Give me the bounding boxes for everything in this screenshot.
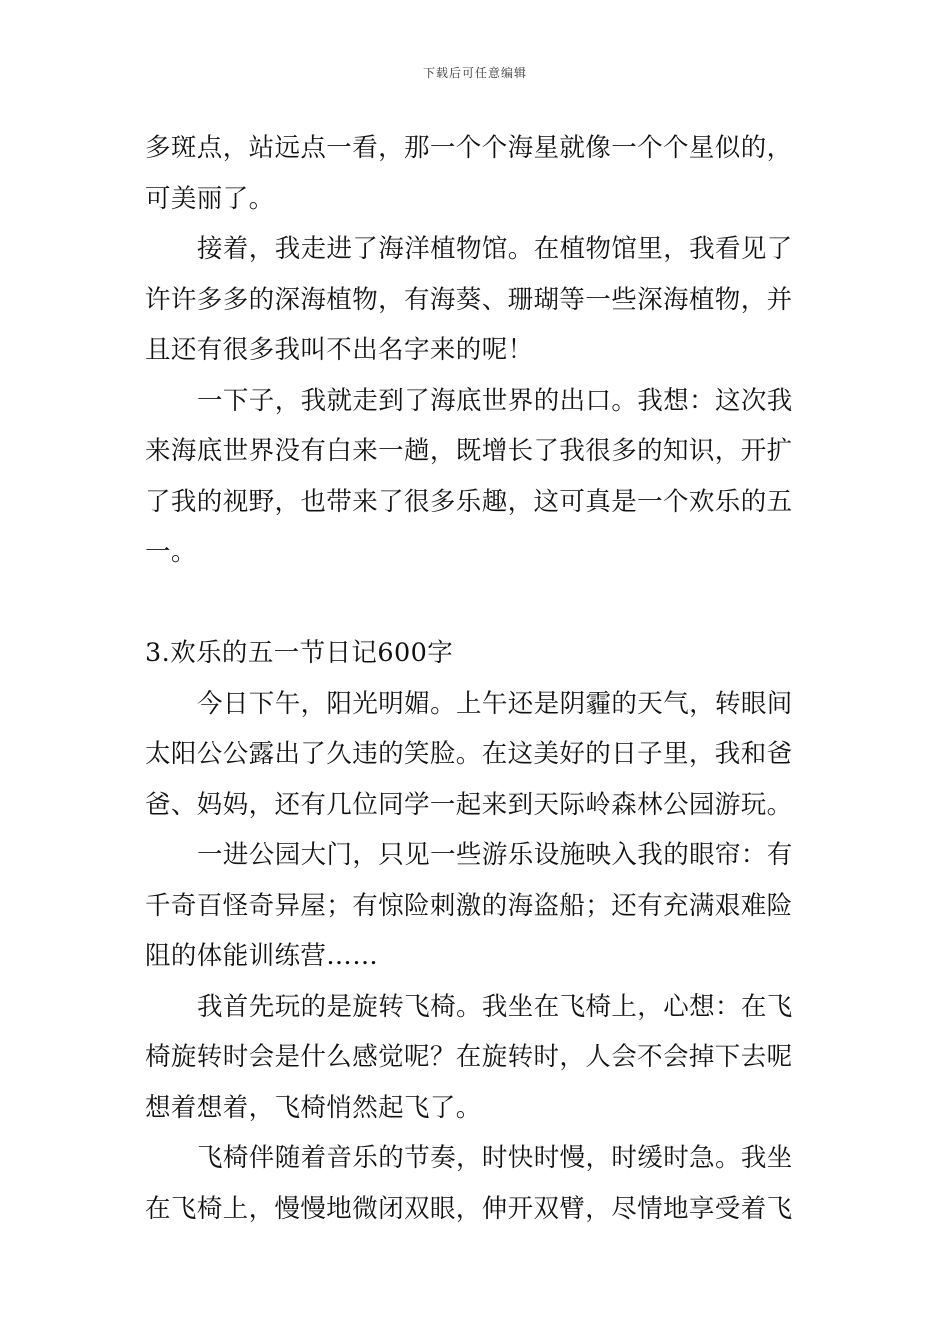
paragraph-line: 飞椅伴随着音乐的节奏，时快时慢，时缓时急。我坐 xyxy=(197,1143,793,1173)
paragraph-line: 椅旋转时会是什么感觉呢？在旋转时，人会不会掉下去呢 xyxy=(145,1042,793,1072)
header-note: 下载后可任意编辑 xyxy=(422,66,527,80)
paragraph-line: 一。 xyxy=(145,537,197,567)
section-title: 3.欢乐的五一节日记600字 xyxy=(145,638,454,668)
paragraph-line: 太阳公公露出了久违的笑脸。在这美好的日子里，我和爸 xyxy=(145,739,793,769)
paragraph-line: 来海底世界没有白来一趟，既增长了我很多的知识，开扩 xyxy=(145,436,793,466)
paragraph-line: 一进公园大门，只见一些游乐设施映入我的眼帘：有 xyxy=(197,840,793,870)
paragraph-line: 了我的视野，也带来了很多乐趣，这可真是一个欢乐的五 xyxy=(145,486,793,517)
document-body xyxy=(145,123,805,1234)
paragraph-line: 且还有很多我叫不出名字来的呢！ xyxy=(145,335,534,365)
paragraph-line: 在飞椅上，慢慢地微闭双眼，伸开双臂，尽情地享受着飞 xyxy=(145,1193,793,1224)
paragraph-line: 今日下午，阳光明媚。上午还是阴霾的天气，转眼间 xyxy=(197,688,793,719)
paragraph-line: 我首先玩的是旋转飞椅。我坐在飞椅上，心想：在飞 xyxy=(197,991,793,1022)
paragraph-line: 一下子，我就走到了海底世界的出口。我想：这次我 xyxy=(197,385,793,416)
paragraph-line: 千奇百怪奇异屋；有惊险刺激的海盗船；还有充满艰难险 xyxy=(145,890,793,921)
paragraph-line: 许许多多的深海植物，有海葵、珊瑚等一些深海植物，并 xyxy=(145,284,793,315)
paragraph-line: 想着想着，飞椅悄然起飞了。 xyxy=(145,1092,482,1123)
paragraph-line: 可美丽了。 xyxy=(145,183,275,214)
paragraph-line: 多斑点，站远点一看，那一个个海星就像一个个星似的， xyxy=(145,133,793,163)
paragraph-line: 爸、妈妈，还有几位同学一起来到天际岭森林公园游玩。 xyxy=(145,789,793,820)
blank-line xyxy=(145,578,805,629)
paragraph-line: 接着，我走进了海洋植物馆。在植物馆里，我看见了 xyxy=(197,234,793,264)
paragraph-line: 阻的体能训练营…… xyxy=(145,941,379,971)
